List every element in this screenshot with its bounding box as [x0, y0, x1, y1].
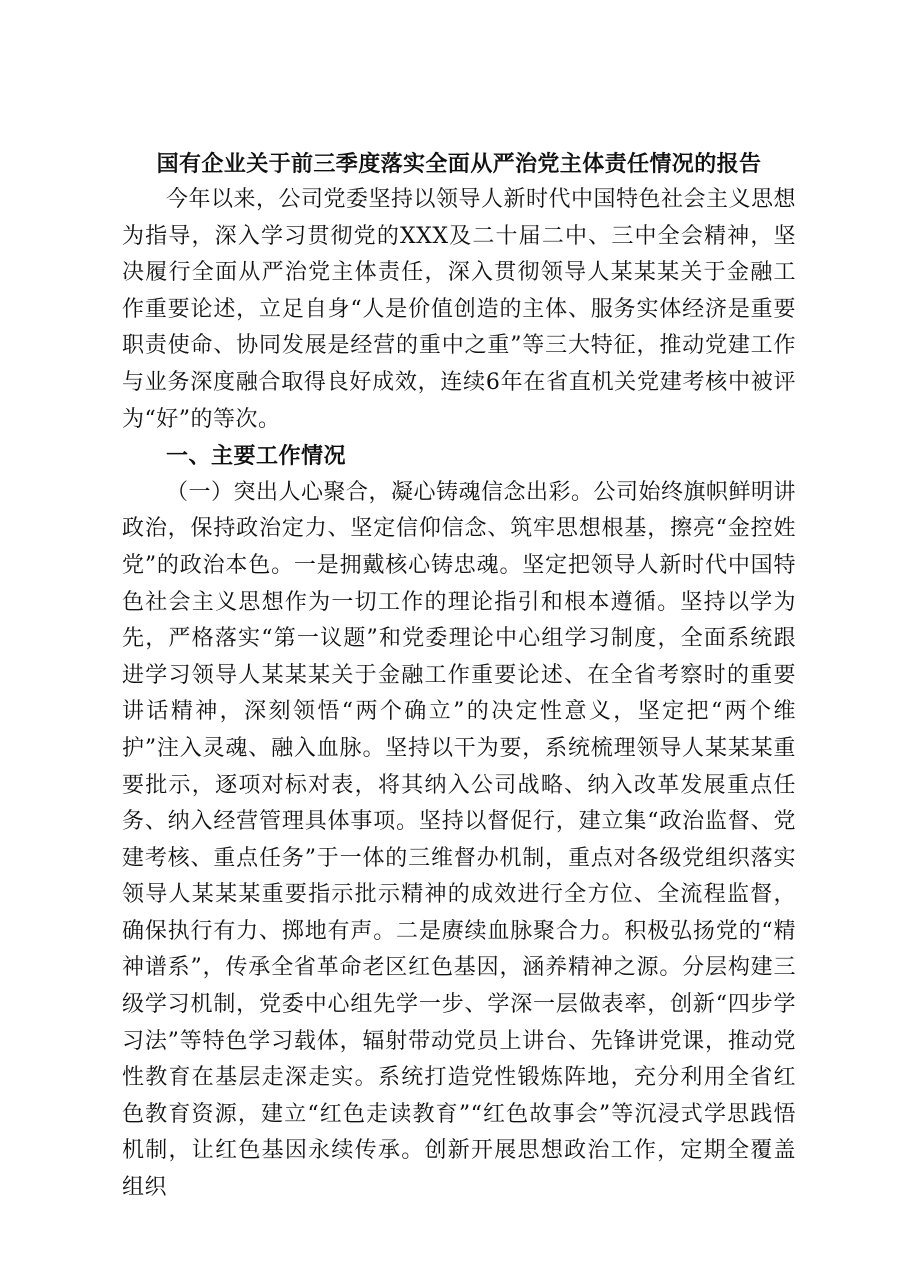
document-title: 国有企业关于前三季度落实全面从严治党主体责任情况的报告: [156, 151, 762, 177]
document-body: [122, 146, 796, 1207]
section-heading: 一、主要工作情况: [166, 443, 347, 470]
intro-paragraph: 今年以来，公司党委坚持以领导人新时代中国特色社会主义思想为指导，深入学习贯彻党的XXX及二十届二中、三中全会精神，坚决履行全面从严治党主体责任，深入贯彻领导人某某某关于金融工作重要论述，立足自身“人是价值创造的主体、服务实体经济是重要职责使命、协同发展是经营的重中之重”等三大特征，推动党建工作与业务深度融合取得良好成效，连续6年在省直机关党建考核中被评为“好”的等次。: [122, 187, 797, 432]
section-paragraph: （一）突出人心聚合，凝心铸魂信念出彩。公司始终旗帜鲜明讲政治，保持政治定力、坚定信仰信念、筑牢思想根基，擦亮“金控姓党”的政治本色。一是拥戴核心铸忠魂。坚定把领导人新时代中国特色社会主义思想作为一切工作的理论指引和根本遵循。坚持以学为先，严格落实“第一议题”和党委理论中心组学习制度，全面系统跟进学习领导人某某某关于金融工作重要论述、在全省考察时的重要讲话精神，深刻领悟“两个确立”的决定性意义，坚定把“两个维护”注入灵魂、融入血脉。坚持以干为要，系统梳理领导人某某某重要批示，逐项对标对表，将其纳入公司战略、纳入改革发展重点任务、纳入经营管理具体事项。坚持以督促行，建立集“政治监督、党建考核、重点任务”于一体的三维督办机制，重点对各级党组织落实领导人某某某重要指示批示精神的成效进行全方位、全流程监督，确保执行有力、掷地有声。二是赓续血脉聚合力。积极弘扬党的“精神谱系”，传承全省革命老区红色基因，涵养精神之源。分层构建三级学习机制，党委中心组先学一步、学深一层做表率，创新“四步学习法”等特色学习载体，辐射带动党员上讲台、先锋讲党课，推动党性教育在基层走深走实。系统打造党性锻炼阵地，充分利用全省红色教育资源，建立“红色走读教育”“红色故事会”等沉浸式学思践悟机制，让红色基因永续传承。创新开展思想政治工作，定期全覆盖组织: [122, 479, 797, 1201]
